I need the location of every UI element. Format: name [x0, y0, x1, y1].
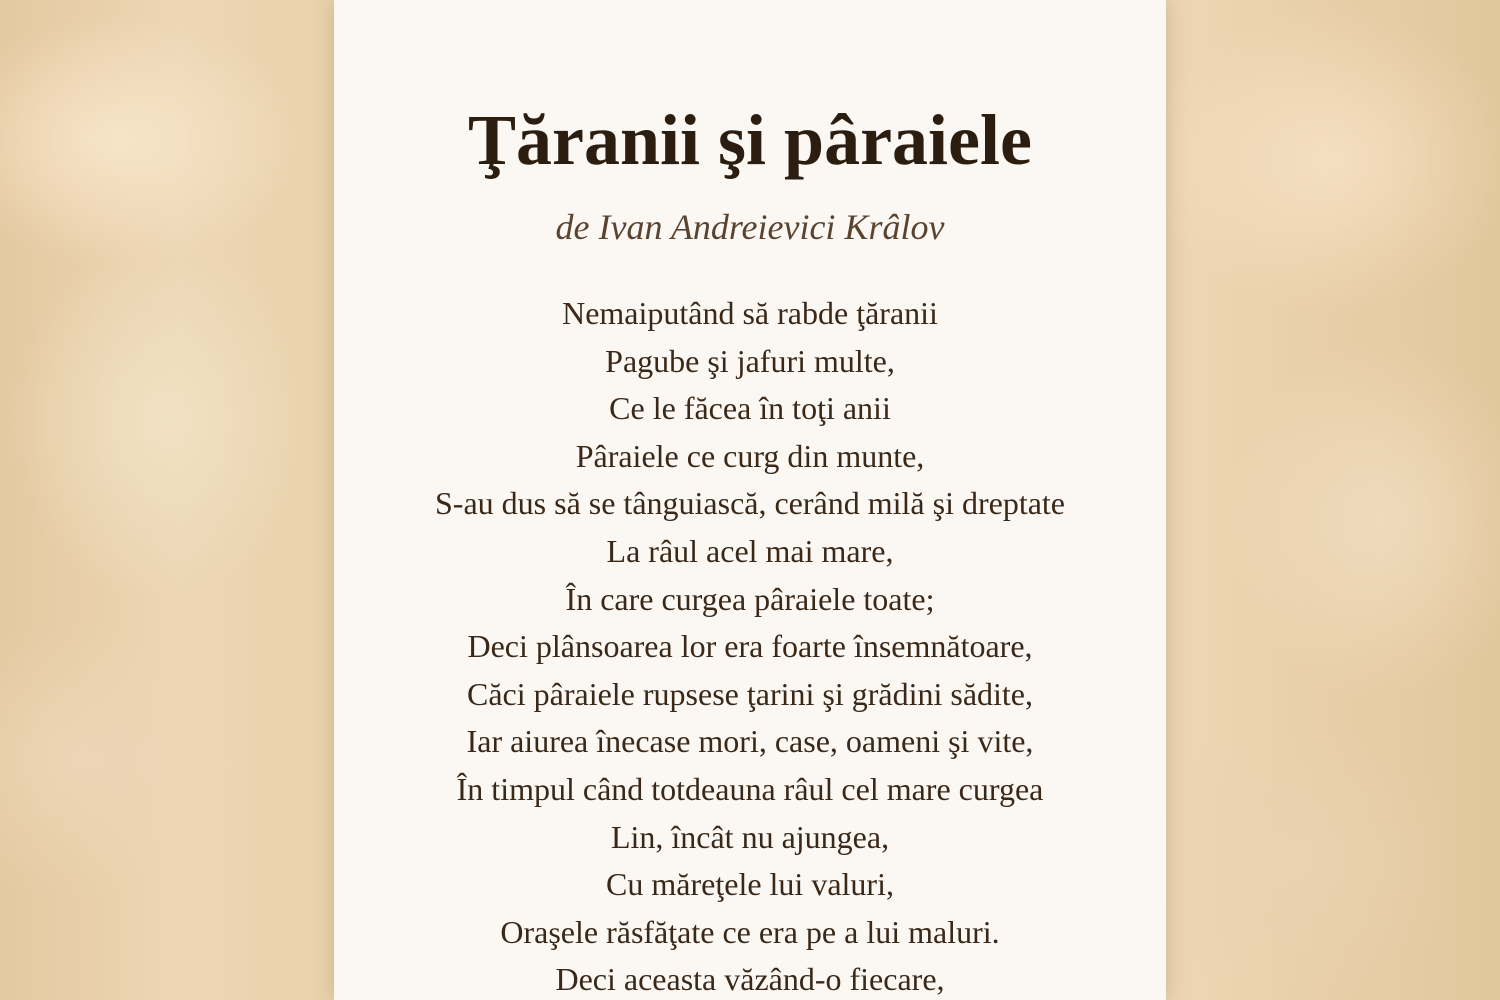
poem-author: de Ivan Andreievici Krâlov: [555, 207, 945, 247]
poem-line: Nemaiputând să rabde ţăranii: [562, 295, 938, 331]
poem-line: Ce le făcea în toţi anii: [609, 390, 891, 427]
poem-line: Pagube şi jafuri multe,: [605, 342, 895, 379]
poem-line: Deci aceasta văzând-o fiecare,: [555, 961, 945, 998]
poem-line: Deci plânsoarea lor era foarte însemnătoare,: [467, 628, 1033, 665]
poem-body: [334, 290, 1166, 1000]
poem-line: La râul acel mai mare,: [606, 532, 894, 569]
poem-line: Pâraiele ce curg din munte,: [575, 437, 925, 474]
poem-line: În care curgea pâraiele toate;: [565, 580, 935, 617]
poem-line: Oraşele răsfăţate ce era pe a lui maluri.: [500, 913, 1000, 950]
poem-line: În timpul când totdeauna râul cel mare curgea: [456, 770, 1044, 807]
poem-line: S-au dus să se tânguiască, cerând milă şi dreptate: [435, 485, 1065, 522]
poem-line: Iar aiurea înecase mori, case, oameni şi vite,: [466, 723, 1034, 760]
poem-title: Ţăranii şi pâraiele: [468, 100, 1032, 180]
document-page: [334, 0, 1166, 1000]
poem-line: Cu măreţele lui valuri,: [606, 866, 894, 903]
poem-line: Căci pâraiele rupsese ţarini şi grădini sădite,: [466, 675, 1033, 712]
poem-line: Lin, încât nu ajungea,: [610, 818, 890, 855]
